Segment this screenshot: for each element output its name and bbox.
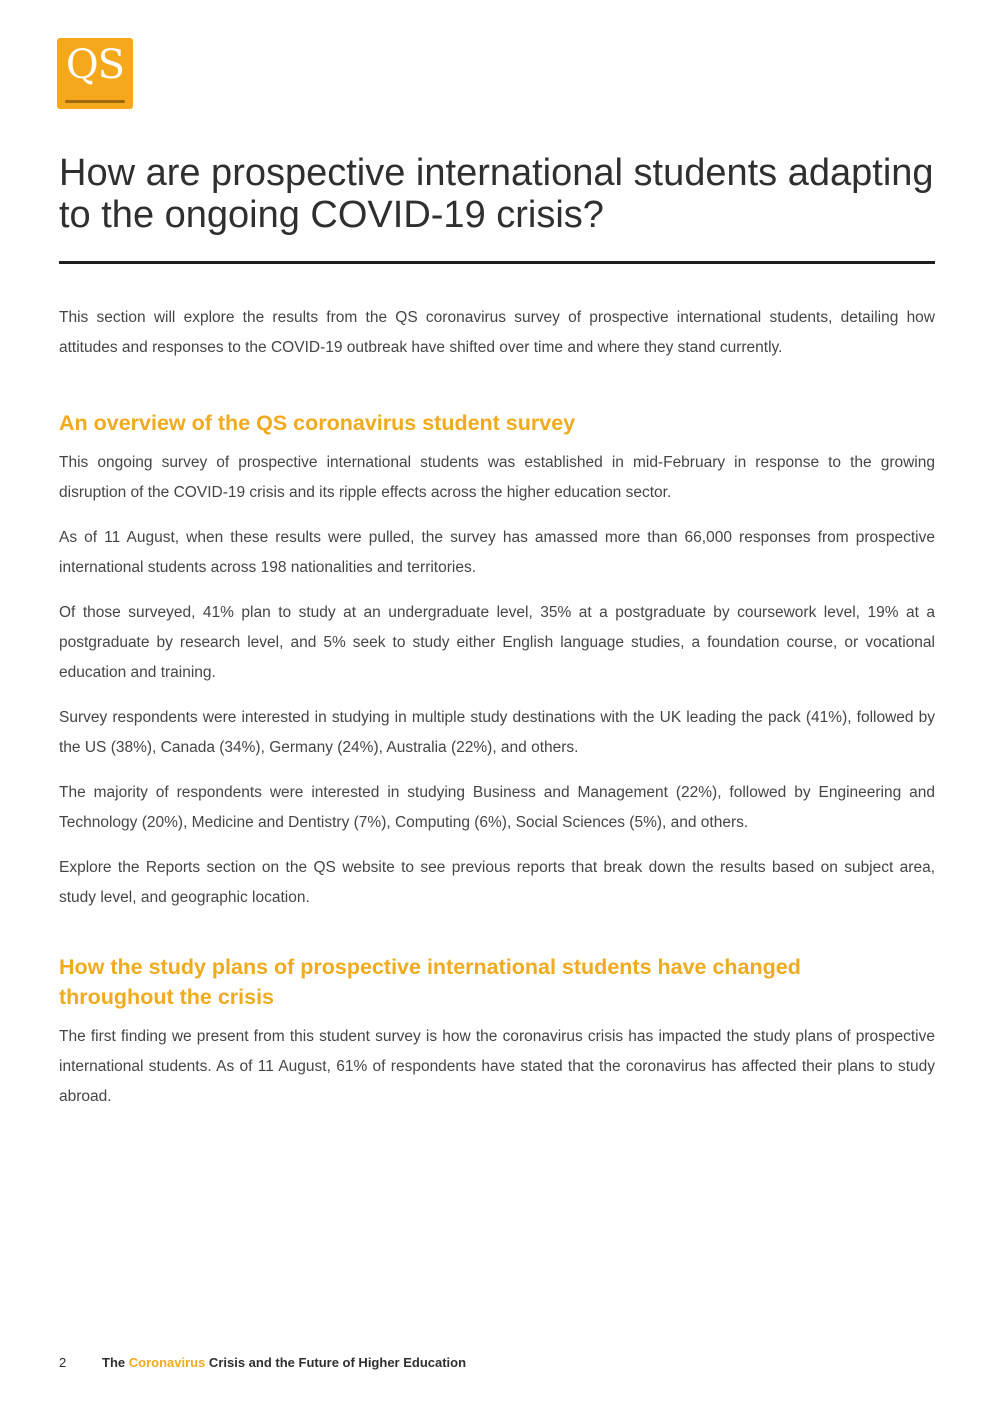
paragraph: The first finding we present from this student survey is how the coronavirus crisis has impacted the study plans of prospective international students. As of 11 August, 61% of respondents have stated that the coronavirus has affected their plans to study abroad. (59, 1028, 935, 1105)
page-number: 2 (59, 1355, 67, 1370)
intro-paragraph: This section will explore the results from the QS coronavirus survey of prospective international students, detailing how attitudes and responses to the COVID-19 outbreak have shifted over time and where they stand currently. (59, 309, 935, 356)
paragraph: Explore the Reports section on the QS website to see previous reports that break down the results based on subject area, study level, and geographic location. (59, 859, 935, 906)
paragraph: This ongoing survey of prospective international students was established in mid-February in response to the growing disruption of the COVID-19 crisis and its ripple effects across the higher education sector. (59, 454, 935, 501)
title-divider (59, 261, 935, 264)
footer-title-suffix: Crisis and the Future of Higher Education (205, 1355, 467, 1370)
document-body (59, 303, 935, 1127)
section-heading-study-plans: How the study plans of prospective international students have changed throughout the crisis (59, 955, 801, 1009)
paragraph: Survey respondents were interested in studying in multiple study destinations with the UK leading the pack (41%), followed by the US (38%), Canada (34%), Germany (24%), Australia (22%), and others. (59, 709, 935, 756)
footer-document-title (102, 1355, 466, 1370)
footer-title-accent: Coronavirus (128, 1355, 206, 1370)
logo-underline (65, 100, 125, 103)
paragraph: The majority of respondents were interested in studying Business and Management (22%), followed by Engineering and Technology (20%), Medicine and Dentistry (7%), Computing (6%), Social Sciences (5%), and others. (59, 784, 935, 831)
paragraph: As of 11 August, when these results were pulled, the survey has amassed more than 66,000 responses from prospective international students across 198 nationalities and territories. (59, 529, 935, 576)
paragraph: Of those surveyed, 41% plan to study at an undergraduate level, 35% at a postgraduate by coursework level, 19% at a postgraduate by research level, and 5% seek to study either English language studies, a foundation course, or vocational education and training. (59, 604, 935, 681)
logo-text: QS (65, 42, 125, 88)
footer-title-prefix: The (102, 1355, 129, 1370)
qs-logo (57, 38, 133, 109)
page-footer (59, 1354, 466, 1372)
page-title: How are prospective international students adapting to the ongoing COVID-19 crisis? (59, 152, 934, 236)
section-heading-overview: An overview of the QS coronavirus student survey (59, 411, 576, 435)
